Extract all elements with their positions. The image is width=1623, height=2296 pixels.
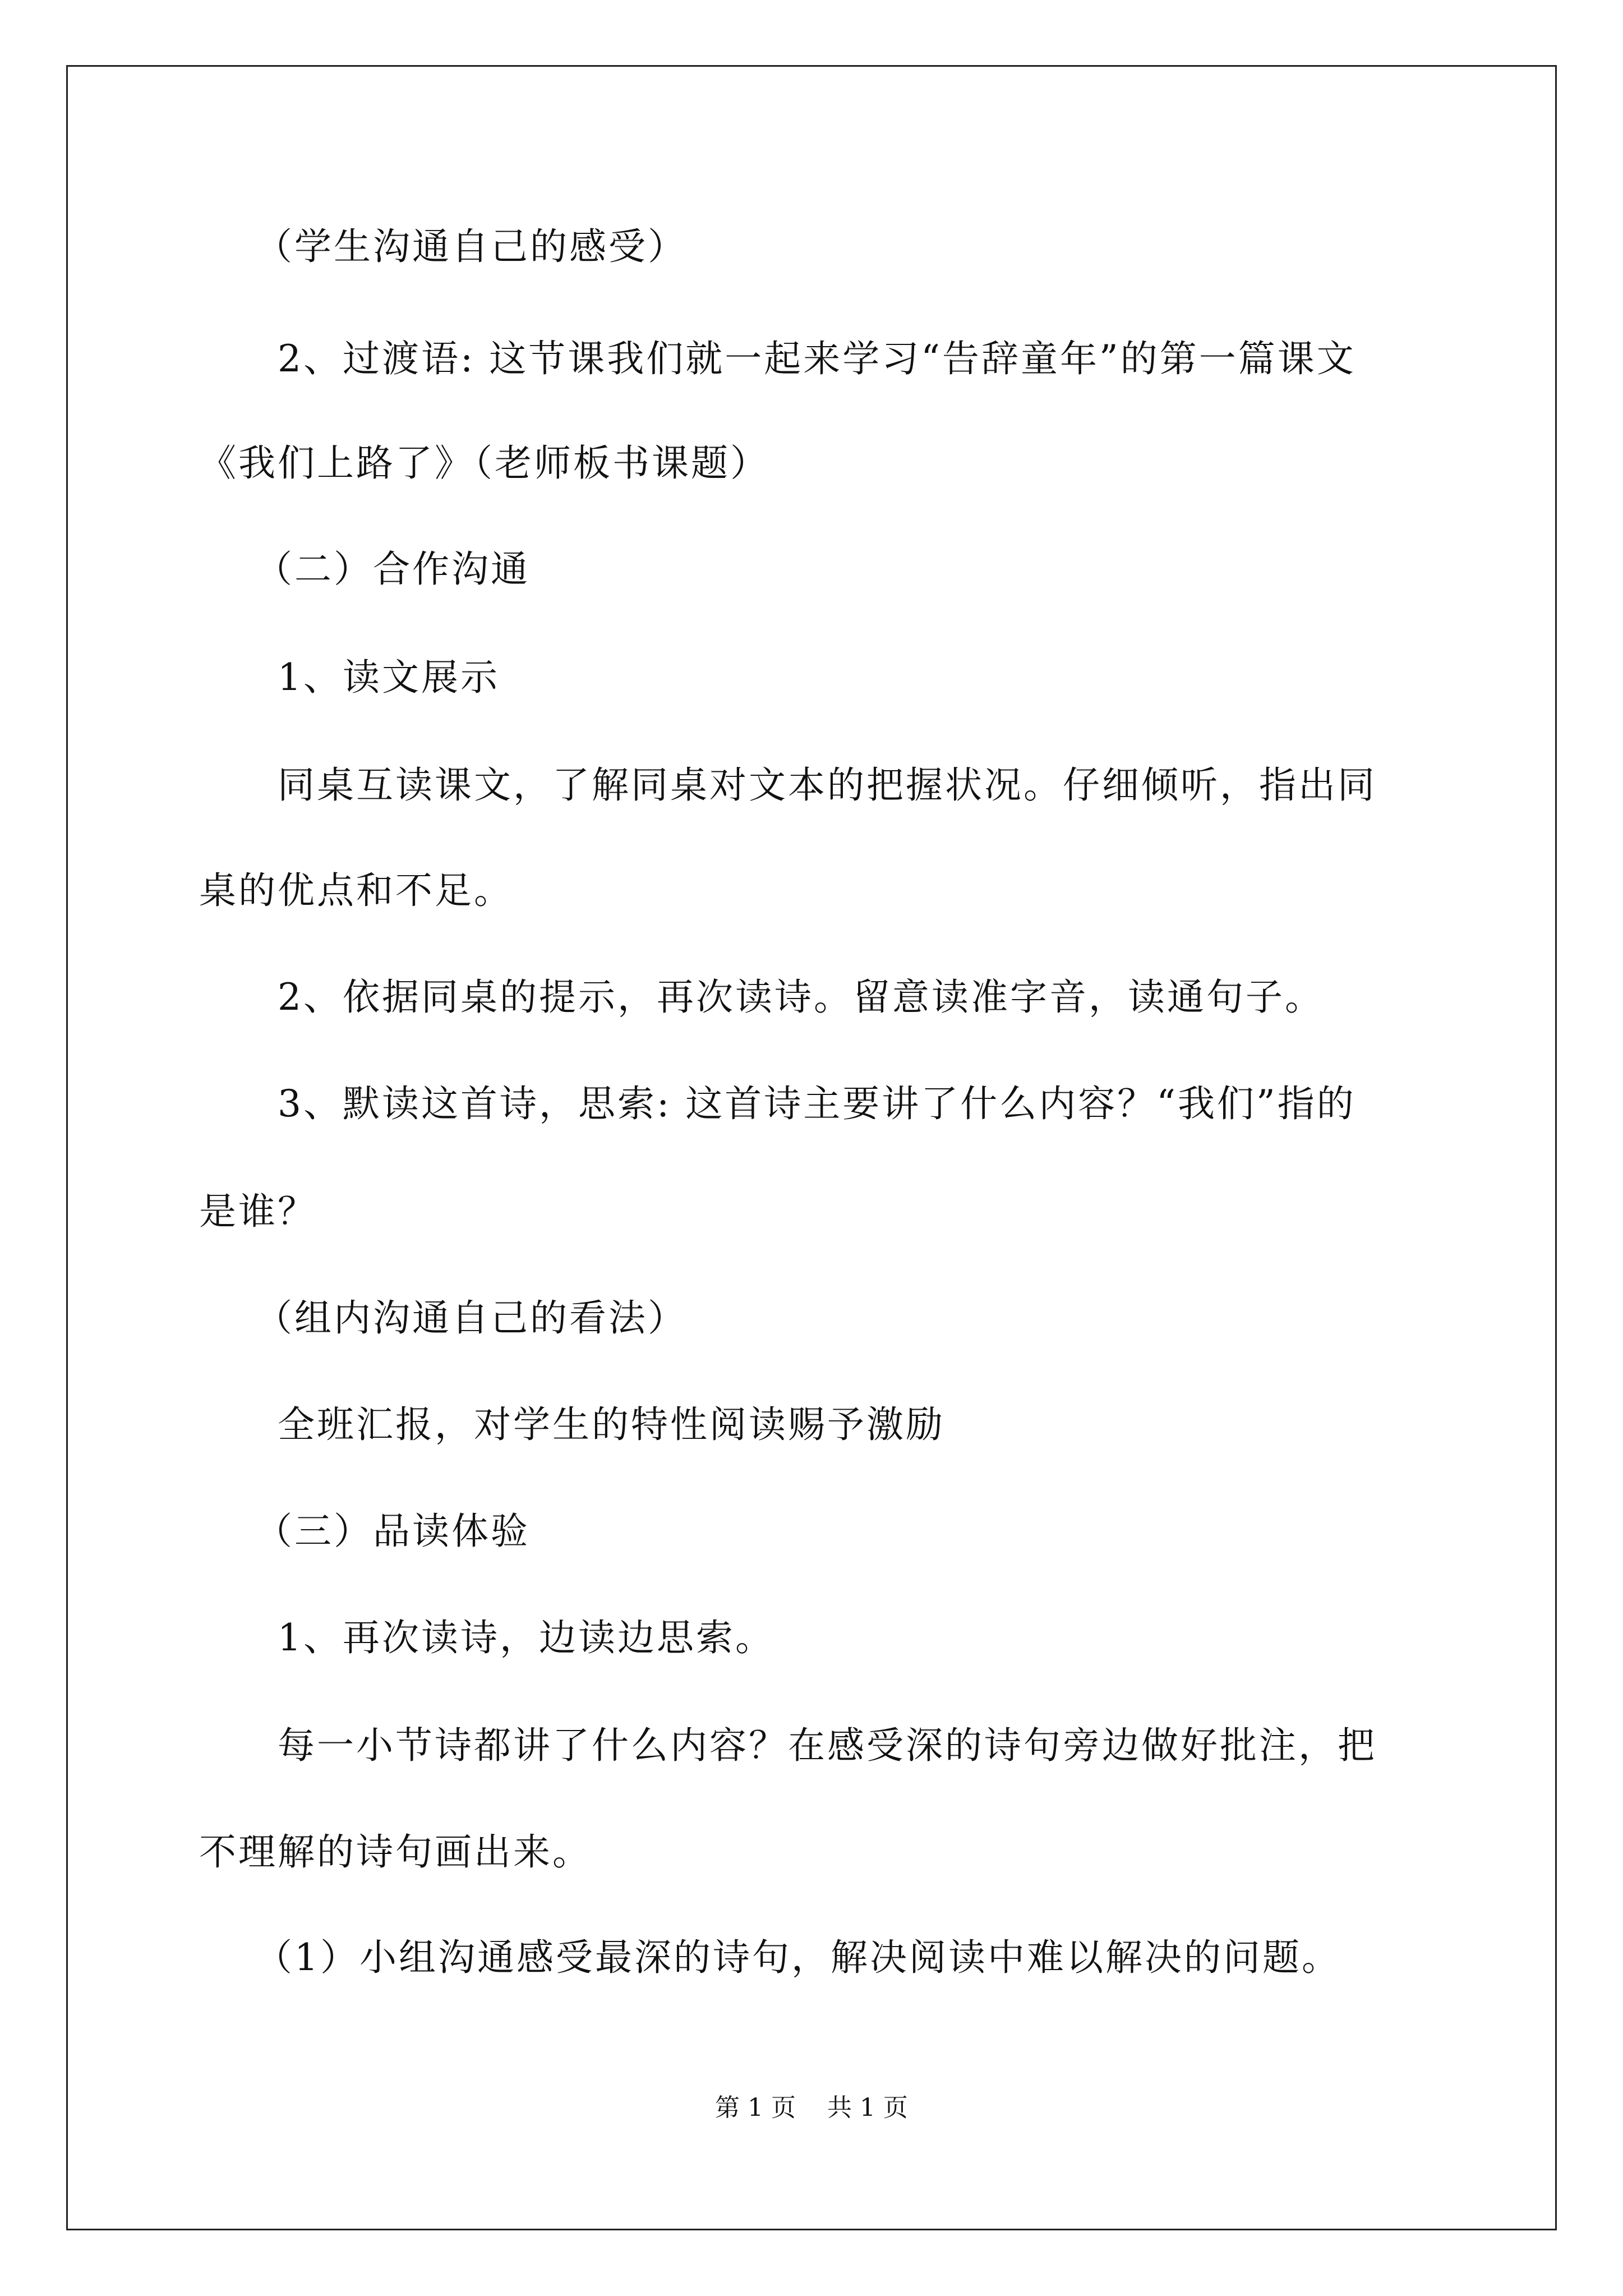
paragraph: 桌的优点和不足。 — [199, 869, 513, 912]
paragraph: 每一小节诗都讲了什么内容？在感受深的诗句旁边做好批注，把 — [278, 1724, 1377, 1767]
paragraph: 全班汇报，对学生的特性阅读赐予激励 — [278, 1403, 945, 1446]
page-border — [66, 65, 1557, 2230]
paragraph: 不理解的诗句画出来。 — [199, 1830, 592, 1874]
paragraph: 3、默读这首诗，思索: 这首诗主要讲了什么内容？“我们”指的 — [278, 1082, 1356, 1125]
paragraph: （组内沟通自己的看法） — [255, 1296, 687, 1340]
paragraph: 同桌互读课文，了解同桌对文本的把握状况。仔细倾听，指出同 — [278, 763, 1377, 807]
paragraph: 是谁？ — [199, 1190, 317, 1233]
paragraph: 《我们上路了》（老师板书课题） — [199, 441, 769, 485]
paragraph: （1）小组沟通感受最深的诗句，解决阅读中难以解决的问题。 — [255, 1936, 1341, 1979]
paragraph: 1、读文展示 — [278, 656, 500, 699]
paragraph: 2、依据同桌的提示，再次读诗。留意读准字音，读通句子。 — [278, 976, 1324, 1019]
section-heading: （三）品读体验 — [255, 1510, 530, 1553]
paragraph: （学生沟通自己的感受） — [255, 225, 687, 268]
paragraph: 1、再次读诗，边读边思索。 — [278, 1616, 774, 1659]
page-footer: 第 1 页 共 1 页 — [715, 2093, 908, 2122]
section-heading: （二）合作沟通 — [255, 547, 530, 591]
paragraph: 2、过渡语: 这节课我们就一起来学习“告辞童年”的第一篇课文 — [278, 337, 1356, 380]
